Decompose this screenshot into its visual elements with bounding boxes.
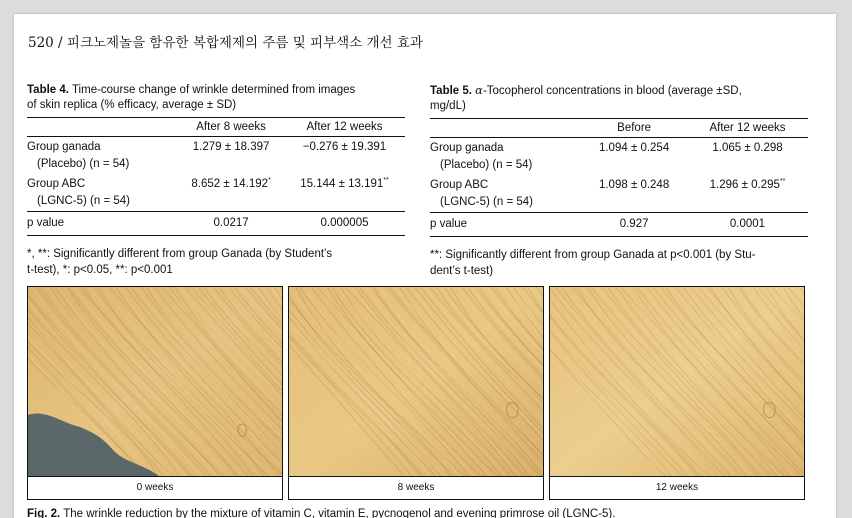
panel-label: 0 weeks [28,476,282,499]
significance-mark: * [268,177,271,184]
table-row [27,174,405,212]
group-name: Group ABC [430,179,489,191]
table-5-caption-line1: -Tocopherol concentrations in blood (average ±SD, [482,85,742,97]
running-head: 520 / 피크노제놀을 함유한 복합제제의 주름 및 피부색소 개선 효과 [28,35,423,51]
group-name: Group ganada [430,142,504,154]
group-detail: (LGNC-5) (n = 54) [37,195,130,207]
group-detail: (LGNC-5) (n = 54) [440,196,533,208]
table-4 [27,83,405,278]
value-cell: 0.000005 [284,212,405,236]
figure-caption [27,508,615,518]
table-row [430,175,808,213]
footnote-line: t-test), *: p<0.05, **: p<0.001 [27,264,173,276]
group-name: Group ABC [27,178,86,190]
value-cell: 1.094 ± 0.254 [598,142,670,154]
panel-label: 12 weeks [550,476,804,499]
table-row [430,138,808,176]
table-header [430,119,581,138]
pvalue-label: p value [430,213,581,237]
value-cell: −0.276 ± 19.391 [302,141,387,153]
paper-page [14,14,836,518]
table-5-label: Table 5. [430,85,472,97]
footnote-line: **: Significantly different from group Ganada at p<0.001 (by Stu- [430,249,756,261]
table-4-label: Table 4. [27,84,69,96]
skin-replica-photo-12-weeks [549,286,805,500]
alpha-symbol: α [475,83,483,97]
table-row-pvalue [27,212,405,236]
value-cell: 0.927 [581,213,687,237]
pvalue-label: p value [27,212,178,236]
skin-replica-photo-8-weeks [288,286,544,500]
table-row-pvalue [430,213,808,237]
value-cell: 1.279 ± 18.397 [192,141,270,153]
table-4-caption-line1: Time-course change of wrinkle determined from images [68,84,356,96]
footnote-line: dent’s t-test) [430,265,494,277]
value-cell: 15.144 ± 13.191 [300,178,384,190]
table-5-footnote [430,247,808,279]
figure-caption-label: Fig. 2. [27,508,61,518]
table-5 [430,83,808,279]
table-header: Before [581,119,687,138]
table-4-caption [27,83,405,112]
table-4-caption-line2: of skin replica (% efficacy, average ± SD) [27,98,237,111]
table-5-grid [430,118,808,237]
group-name: Group ganada [27,141,101,153]
significance-mark: ** [383,177,389,184]
table-row [27,137,405,175]
skin-texture [289,287,543,477]
skin-texture [28,287,282,477]
group-detail: (Placebo) (n = 54) [440,159,533,171]
value-cell: 1.065 ± 0.298 [712,142,783,154]
table-4-footnote [27,246,405,278]
group-detail: (Placebo) (n = 54) [37,158,130,170]
table-5-caption [430,83,808,113]
significance-mark: ** [779,178,786,185]
panel-label: 8 weeks [289,476,543,499]
value-cell: 1.098 ± 0.248 [598,179,670,191]
footnote-line: *, **: Significantly different from group Ganada (by Student’s [27,248,333,260]
value-cell: 8.652 ± 14.192 [191,178,269,190]
skin-texture [550,287,804,477]
value-cell: 0.0217 [178,212,284,236]
table-header: After 12 weeks [284,118,405,137]
value-cell: 0.0001 [687,213,808,237]
table-5-caption-line2: mg/dL) [430,99,466,112]
table-header: After 12 weeks [687,119,808,138]
table-4-grid [27,117,405,236]
value-cell: 1.296 ± 0.295 [709,179,780,191]
figure-caption-text: The wrinkle reduction by the mixture of vitamin C, vitamin E, pycnogenol and evening primrose oil (LGNC-5). [60,508,616,518]
skin-replica-photo-0-weeks [27,286,283,500]
table-header [27,118,178,137]
table-header: After 8 weeks [178,118,284,137]
